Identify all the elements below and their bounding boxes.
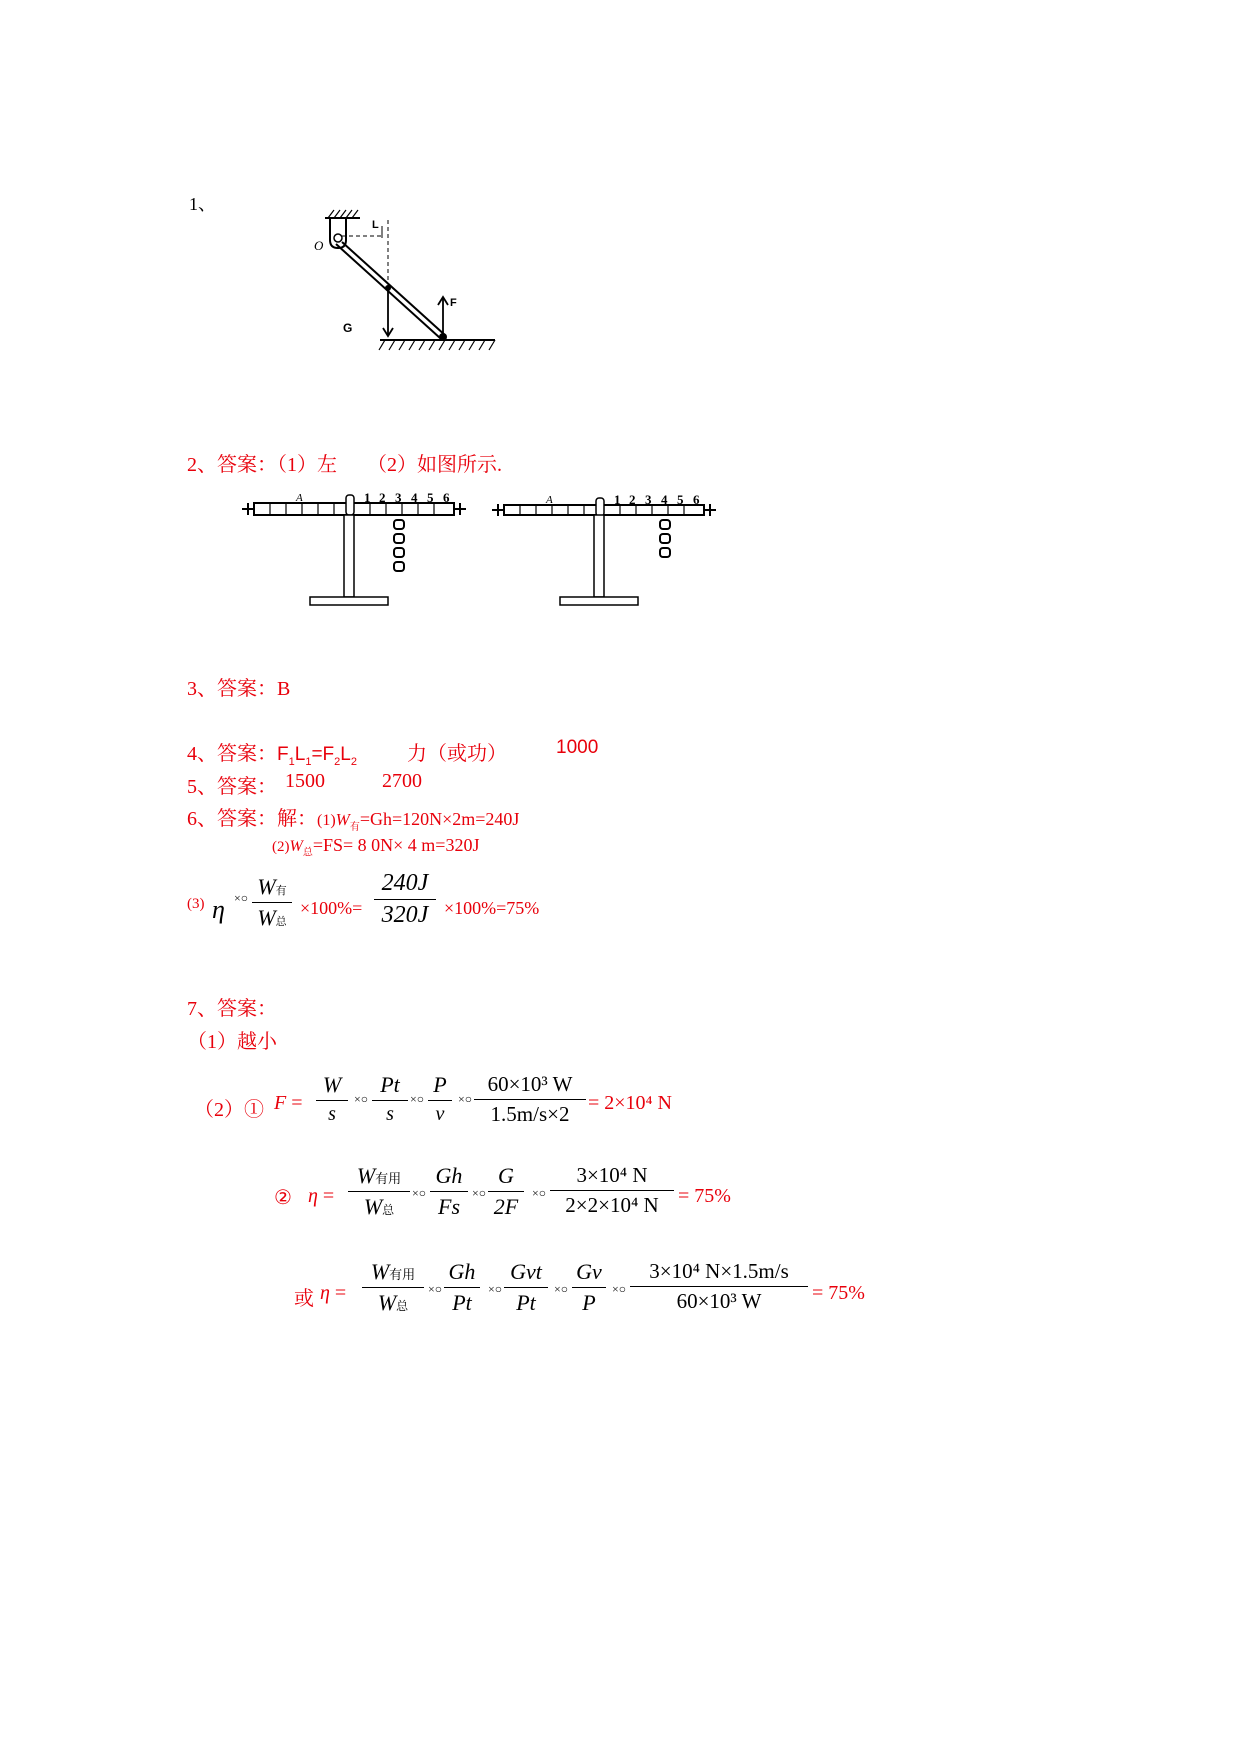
q4-l2: L <box>340 744 351 765</box>
w: W <box>363 1194 383 1219</box>
sub: 有用 <box>375 1171 402 1186</box>
q4-answer <box>187 737 357 768</box>
q4-f2: F <box>322 744 335 765</box>
q7-f-symbol: F <box>274 1092 287 1114</box>
scale-num-4: 4 <box>661 492 668 507</box>
q6-line-1 <box>187 802 519 833</box>
sub: 总 <box>382 1203 395 1217</box>
q6-line-2 <box>272 835 479 859</box>
frac-den-320: 320J <box>381 902 429 928</box>
den: Pt <box>516 1290 536 1315</box>
q7-r3-result: = 75% <box>678 1185 731 1207</box>
joiner: ×○ <box>488 1282 503 1296</box>
q4-prefix: 4、答案： <box>187 743 277 765</box>
den: 2F <box>493 1194 519 1219</box>
q6-part-2: (2) <box>272 839 290 855</box>
w: W <box>377 1290 397 1315</box>
balance-figure-1 <box>240 490 470 610</box>
den: P <box>582 1290 596 1315</box>
scale-num-6: 6 <box>443 490 450 505</box>
q4-sub-2: 1 <box>305 755 312 768</box>
joiner: ×○ <box>428 1282 443 1296</box>
q6-eq-2: =FS= 8 0N× 4 m=320J <box>312 835 480 855</box>
q4-sub-3: 2 <box>334 755 341 768</box>
fig-label-l: L <box>372 219 379 231</box>
joiner: ×○ <box>532 1186 547 1200</box>
balance-figure-2 <box>490 490 720 610</box>
q3-answer: 3、答案：B <box>187 678 291 700</box>
q7-r3-prefix: ② <box>274 1187 292 1209</box>
q7-eq: = <box>334 1282 347 1304</box>
q7-line-1: 7、答案： <box>187 998 277 1020</box>
frac-num-w: W <box>257 874 276 899</box>
joiner: ×○ <box>554 1282 569 1296</box>
den: s <box>328 1103 336 1125</box>
q6-prefix: 6、答案：解： <box>187 808 317 830</box>
num: Pt <box>380 1072 400 1097</box>
q7-frac-wyy-wz <box>348 1163 410 1220</box>
joiner: ×○ <box>472 1186 487 1200</box>
q7-frac-p-v <box>428 1072 452 1126</box>
q4-sub-4: 2 <box>350 755 357 768</box>
q6-joiner: ×○ <box>234 891 249 905</box>
scale-num-5: 5 <box>677 492 684 507</box>
q4-f1: F <box>277 744 289 765</box>
scale-num-3: 3 <box>645 492 652 507</box>
q4-word: 力（或功） <box>407 743 507 765</box>
num: 3×10⁴ N <box>576 1163 648 1187</box>
fig-label-g: G <box>343 321 353 335</box>
q7-frac-3e4 <box>550 1163 674 1218</box>
q5-value-2: 2700 <box>382 770 422 792</box>
den: v <box>435 1103 445 1125</box>
den: Pt <box>452 1290 472 1315</box>
joiner: ×○ <box>410 1092 425 1106</box>
joiner: ×○ <box>354 1092 369 1106</box>
joiner: ×○ <box>412 1186 427 1200</box>
q6-frac-1 <box>252 874 292 931</box>
q1-label: 1、 <box>189 194 216 214</box>
fig-label-o: O <box>314 238 324 253</box>
q7-eta: η <box>320 1282 330 1304</box>
q7-frac-gh-fs <box>430 1163 468 1220</box>
num: 60×10³ W <box>487 1072 573 1096</box>
q7-frac-gv-p <box>572 1259 606 1316</box>
q7-r4-result: = 75% <box>812 1282 865 1304</box>
q6-sub-you: 有 <box>349 822 360 833</box>
q7-line-2: （1）越小 <box>187 1031 277 1053</box>
frac-num-240: 240J <box>381 870 429 896</box>
den: Fs <box>438 1194 460 1219</box>
q7-frac-final <box>630 1259 808 1314</box>
q7-frac-60-15 <box>474 1072 586 1127</box>
q7-frac-gvt-pt <box>504 1259 548 1316</box>
q7-eq: = <box>322 1185 335 1207</box>
num: P <box>433 1072 447 1097</box>
scale-num-2: 2 <box>629 492 636 507</box>
scale-num-1: 1 <box>614 492 621 507</box>
scale-num-5: 5 <box>427 490 434 505</box>
q4-eq: = <box>311 744 323 765</box>
q6-eta: η <box>212 895 225 924</box>
sub: 有用 <box>389 1267 416 1282</box>
q7-frac-w-s <box>316 1072 348 1126</box>
den: s <box>386 1103 394 1125</box>
q6-eq-1: =Gh=120N×2m=240J <box>359 809 520 829</box>
frac-den-w: W <box>257 905 276 930</box>
q6-w: W <box>335 810 350 829</box>
w: W <box>356 1163 376 1188</box>
q4-value: 1000 <box>556 737 599 758</box>
q6-w: W <box>289 838 303 855</box>
den: 60×10³ W <box>676 1289 762 1313</box>
q7-frac-g-2f <box>488 1163 524 1220</box>
joiner: ×○ <box>458 1092 473 1106</box>
q4-sub-1: 1 <box>288 755 295 768</box>
q7-r2-prefix: （2）① <box>194 1099 264 1121</box>
q7-eta: η <box>308 1185 318 1207</box>
num: G <box>498 1163 514 1188</box>
q5-prefix: 5、答案： <box>187 776 277 798</box>
scale-label-a: A <box>296 492 303 504</box>
scale-num-6: 6 <box>693 492 700 507</box>
frac-num-sub: 有 <box>275 885 287 897</box>
lever-figure <box>300 200 510 360</box>
den: 1.5m/s×2 <box>490 1102 570 1126</box>
q7-frac-wyy-wz-2 <box>362 1259 424 1316</box>
q6-part-3: (3) <box>187 896 205 912</box>
num: Gh <box>435 1163 463 1188</box>
den: 2×2×10⁴ N <box>565 1193 659 1217</box>
q7-r4-prefix: 或 <box>294 1288 314 1310</box>
scale-num-2: 2 <box>379 490 386 505</box>
q7-frac-gh-pt <box>444 1259 480 1316</box>
num: Gh <box>448 1259 476 1284</box>
q7-eq: = <box>291 1092 303 1114</box>
scale-label-a: A <box>546 494 553 506</box>
q5-value-1: 1500 <box>285 770 325 792</box>
fig-label-f: F <box>450 297 457 309</box>
frac-den-sub: 总 <box>275 916 287 928</box>
q7-r2-result: = 2×10⁴ N <box>588 1092 672 1114</box>
q7-frac-pt-s <box>372 1072 408 1126</box>
num: Gvt <box>510 1259 542 1284</box>
q6-times100: ×100%= <box>300 898 363 918</box>
w: W <box>370 1259 390 1284</box>
num: 3×10⁴ N×1.5m/s <box>649 1259 789 1283</box>
q2-answer: 2、答案：（1）左 （2）如图所示. <box>187 454 502 476</box>
num: W <box>322 1072 342 1097</box>
scale-num-3: 3 <box>395 490 402 505</box>
q4-l1: L <box>294 744 306 765</box>
scale-num-1: 1 <box>364 490 371 505</box>
q6-frac-2 <box>374 870 436 929</box>
q6-sub-zong: 总 <box>302 847 313 859</box>
q6-result: ×100%=75% <box>444 898 540 918</box>
scale-num-4: 4 <box>411 490 418 505</box>
joiner: ×○ <box>612 1282 627 1296</box>
num: Gv <box>576 1259 602 1284</box>
sub: 总 <box>396 1299 409 1313</box>
q6-part-1: (1) <box>317 812 336 829</box>
